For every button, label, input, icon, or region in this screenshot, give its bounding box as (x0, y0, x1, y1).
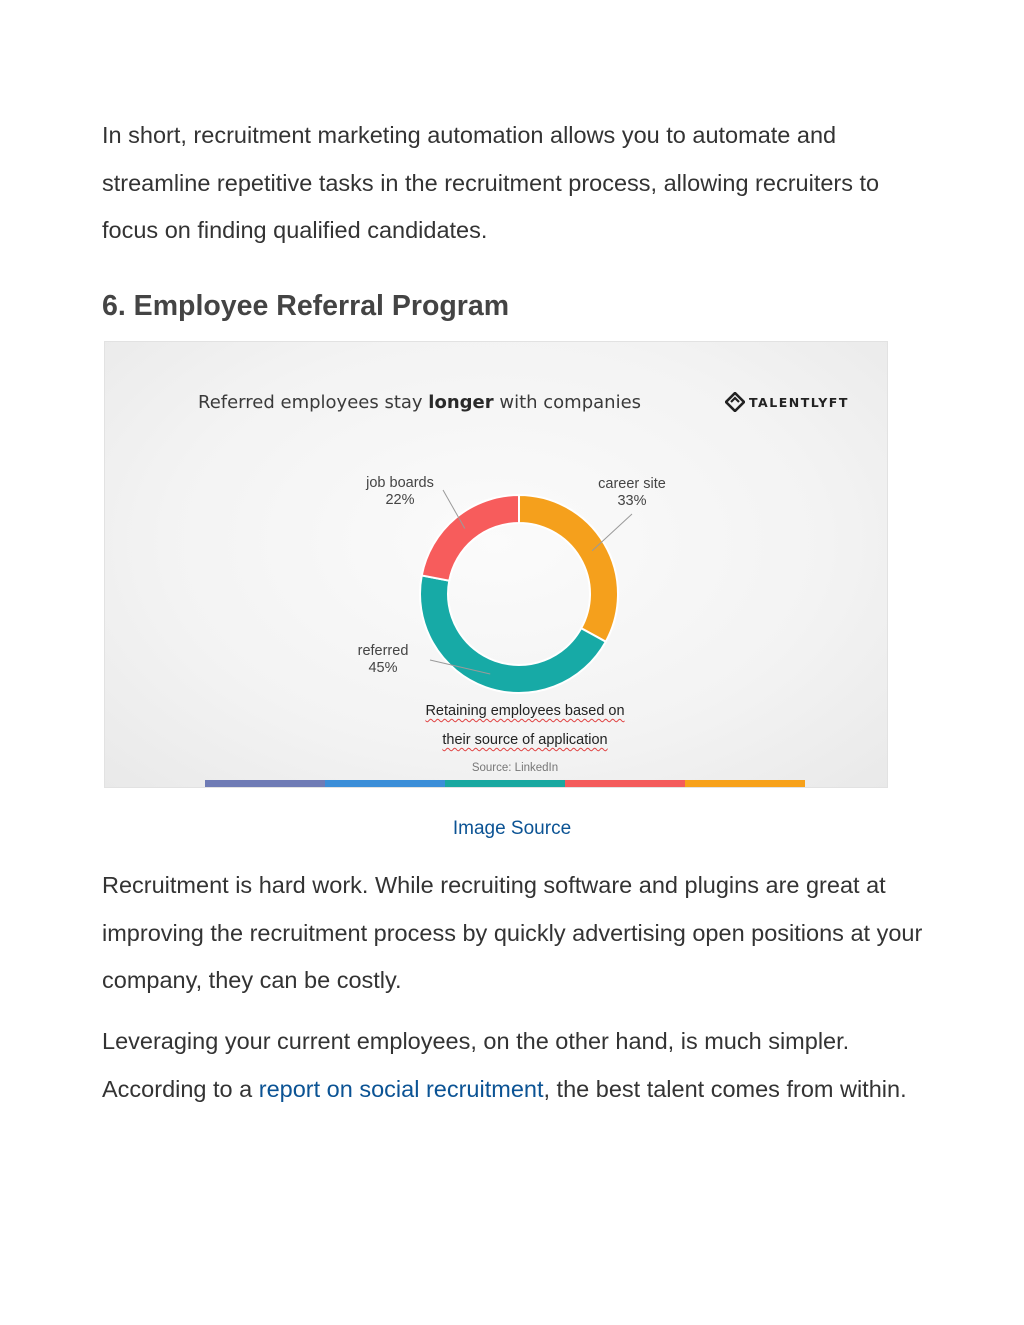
label-job-boards (353, 475, 447, 509)
color-stripe (205, 780, 805, 788)
color-stripe-segment (325, 780, 445, 788)
label-job-boards-value: 22% (385, 492, 415, 508)
chart-title-pre: Referred employees stay (198, 392, 429, 413)
leveraging-text-post: , the best talent comes from within. (543, 1075, 907, 1102)
chart-title-post: with companies (493, 392, 642, 413)
recruitment-paragraph: Recruitment is hard work. While recruiting software and plugins are great at improving the recruitment process by quickly advertising open positions at your company, they can be costly. (102, 872, 923, 993)
slice-referred (420, 575, 606, 693)
leveraging-text-pre: Leveraging your current employees, on the other hand, is much simpler. According to a (102, 1028, 850, 1102)
social-recruitment-report-link[interactable]: report on social recruitment (258, 1075, 544, 1102)
color-stripe-segment (565, 780, 685, 788)
chart-caption (405, 697, 645, 755)
logo-text: TALENTLYFT (749, 394, 849, 410)
label-referred (343, 643, 423, 677)
chart-title-bold: longer (428, 392, 494, 413)
chart-caption-line2: their source of application (442, 732, 608, 748)
label-career-site (585, 476, 679, 510)
slice-career-site (519, 495, 618, 642)
intro-paragraph: In short, recruitment marketing automation allows you to automate and streamline repetitive tasks in the recruitment process, allowing recruiters to focus on finding qualified candidates. (102, 122, 880, 243)
chart-caption-line1: Retaining employees based on (425, 703, 625, 719)
label-job-boards-name: job boards (366, 475, 434, 491)
image-source-link[interactable]: Image Source (452, 818, 572, 839)
label-referred-name: referred (357, 643, 409, 659)
label-career-site-name: career site (598, 476, 666, 492)
label-career-site-value: 33% (617, 493, 647, 509)
referral-chart-image (104, 341, 888, 788)
color-stripe-segment (205, 780, 325, 788)
chart-source: Source: LinkedIn (471, 762, 559, 774)
color-stripe-segment (685, 780, 805, 788)
label-referred-value: 45% (368, 660, 398, 676)
color-stripe-segment (445, 780, 565, 788)
section-heading: 6. Employee Referral Program (102, 290, 510, 322)
leveraging-paragraph (102, 1018, 932, 1113)
leader-career-site (592, 514, 632, 551)
